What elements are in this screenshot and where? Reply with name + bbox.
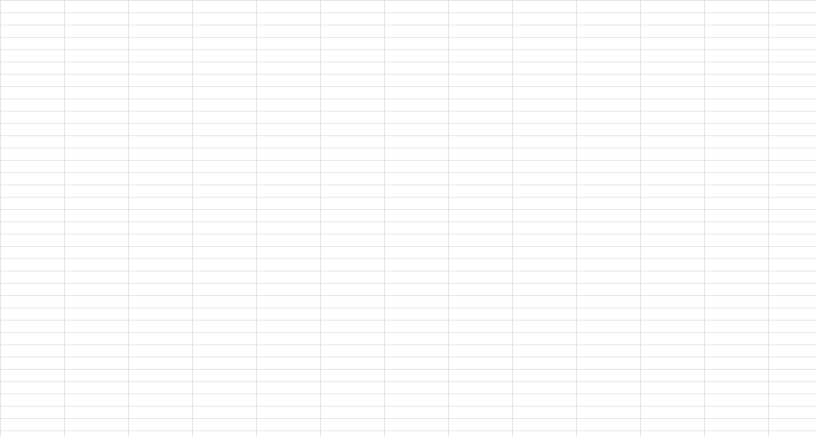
mileage-column-header	[0, 0, 816, 42]
